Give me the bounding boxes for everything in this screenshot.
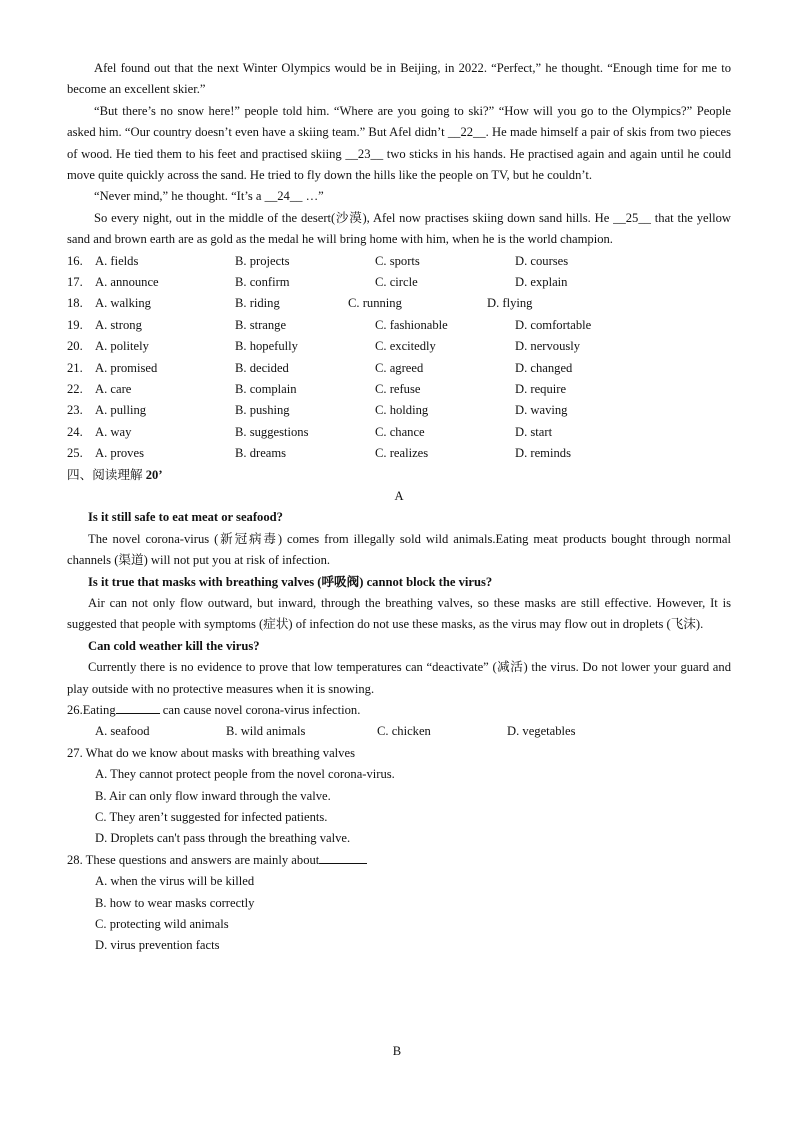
option-b: B. strange xyxy=(235,317,287,332)
option-d: D. start xyxy=(515,424,553,439)
question-number: 21. xyxy=(67,360,83,375)
option-b: B. dreams xyxy=(235,446,287,461)
answer-blank xyxy=(116,700,160,714)
option-b: B. hopefully xyxy=(235,339,298,354)
question-27-option-c: C. They aren’t suggested for infected patients. xyxy=(95,809,328,824)
option-row-18 xyxy=(67,293,731,314)
option-a: A. walking xyxy=(95,296,151,311)
faq-answer-3: Currently there is no evidence to prove that low temperatures can “deactivate” (减活) the virus. Do not lower your guard and play outside with no protective measures when it is snowing. xyxy=(67,660,731,696)
option-row-17 xyxy=(67,272,731,293)
faq-question-1: Is it still safe to eat meat or seafood? xyxy=(88,510,283,525)
option-a: A. way xyxy=(95,424,132,439)
question-27-option-b: B. Air can only flow inward through the valve. xyxy=(95,788,331,803)
question-28-stem xyxy=(67,850,731,871)
question-27-stem: 27. What do we know about masks with breathing valves xyxy=(67,745,355,760)
option-b: B. wild animals xyxy=(226,724,306,739)
question-28-option-c: C. protecting wild animals xyxy=(95,916,229,931)
question-number: 20. xyxy=(67,339,83,354)
section-title: 四、阅读理解 xyxy=(67,467,143,482)
option-d: D. changed xyxy=(515,360,573,375)
section-heading xyxy=(67,465,731,486)
section-score: 20’ xyxy=(145,467,163,482)
question-28-option-d: D. virus prevention facts xyxy=(95,938,220,953)
passage-a-label: A xyxy=(394,488,404,503)
option-a: A. seafood xyxy=(95,724,150,739)
option-c: C. chicken xyxy=(377,724,431,739)
option-a: A. promised xyxy=(95,360,158,375)
question-26-stem-start: 26.Eating xyxy=(67,703,116,717)
passage-paragraph-3: “Never mind,” he thought. “It’s a __24__ …” xyxy=(94,189,324,204)
option-a: A. fields xyxy=(95,253,139,268)
option-b: B. confirm xyxy=(235,275,290,290)
question-number: 22. xyxy=(67,382,83,396)
option-a: A. politely xyxy=(95,339,149,354)
option-a: A. pulling xyxy=(95,403,147,418)
option-d: D. waving xyxy=(515,403,568,418)
option-b: B. suggestions xyxy=(235,424,309,439)
option-c: C. chance xyxy=(375,424,425,439)
question-26-stem-end: can cause novel corona-virus infection. xyxy=(159,703,361,717)
question-28-option-b: B. how to wear masks correctly xyxy=(95,895,255,910)
option-d: D. explain xyxy=(515,275,568,290)
option-a: A. proves xyxy=(95,446,144,461)
question-number: 19. xyxy=(67,317,83,332)
question-number: 17. xyxy=(67,275,83,290)
option-c: C. holding xyxy=(375,403,429,418)
option-row-16 xyxy=(67,251,731,272)
question-number: 16. xyxy=(67,253,83,268)
option-d: D. reminds xyxy=(515,446,571,461)
faq-answer-1: The novel corona-virus (新冠病毒) comes from illegally sold wild animals.Eating meat products bought through normal channels (渠道) will not put you at risk of infection. xyxy=(67,531,731,568)
question-27-option-a: A. They cannot protect people from the novel corona-virus. xyxy=(95,767,395,782)
option-b: B. projects xyxy=(235,253,290,268)
option-d: D. vegetables xyxy=(507,724,576,739)
option-c: C. refuse xyxy=(375,382,421,396)
option-row-19 xyxy=(67,315,731,336)
option-c: C. fashionable xyxy=(375,317,448,332)
option-a: A. announce xyxy=(95,275,159,290)
passage-paragraph-4: So every night, out in the middle of the desert(沙漠), Afel now practises skiing down sand hills. He __25__ that the yellow sand and brown earth are as gold as the medal he will bring home with him, when he is the world champion. xyxy=(67,210,731,247)
option-c: C. realizes xyxy=(375,446,429,461)
option-c: C. sports xyxy=(375,253,420,268)
exam-page xyxy=(67,58,731,957)
option-row-25 xyxy=(67,443,731,464)
option-c: C. excitedly xyxy=(375,339,436,354)
question-27-option-d: D. Droplets can't pass through the breathing valve. xyxy=(95,831,351,846)
faq-answer-2: Air can not only flow outward, but inward, through the breathing valves, so these masks are still effective. However, It is suggested that people with symptoms (症状) of infection do not use these masks, as the virus may flow out in droplets (飞沫). xyxy=(67,595,731,632)
passage-paragraph-2: “But there’s no snow here!” people told him. “Where are you going to ski?” “How will you go to the Olympics?” People asked him. “Our country doesn’t even have a skiing team.” But Afel didn’t __22__. He made himself a pair of skis from two pieces of wood. He tied them to his feet and practised skiing __23__ two sticks in his hands. He practised again and again until he could move quite quickly across the sand. He tried to fly down the hills like the people on TV, but he couldn’t. xyxy=(67,103,731,183)
option-b: B. riding xyxy=(235,296,280,311)
passage-b-label: B xyxy=(392,1044,402,1058)
option-d: D. require xyxy=(515,382,567,396)
option-b: B. complain xyxy=(235,382,297,396)
question-26-stem xyxy=(67,700,731,721)
option-c: C. agreed xyxy=(375,360,424,375)
cloze-options-list xyxy=(67,251,731,465)
question-number: 25. xyxy=(67,446,83,461)
question-28-option-a: A. when the virus will be killed xyxy=(95,874,255,889)
option-a: A. care xyxy=(95,382,132,396)
option-b: B. pushing xyxy=(235,403,290,418)
option-c: C. running xyxy=(348,296,402,311)
option-row-24 xyxy=(67,422,731,443)
option-a: A. strong xyxy=(95,317,142,332)
question-number: 23. xyxy=(67,403,83,418)
option-d: D. nervously xyxy=(515,339,581,354)
option-b: B. decided xyxy=(235,360,289,375)
question-number: 18. xyxy=(67,296,83,311)
option-row-22 xyxy=(67,379,731,400)
option-d: D. flying xyxy=(487,296,533,311)
option-d: D. courses xyxy=(515,253,569,268)
option-row-23 xyxy=(67,400,731,421)
option-row-21 xyxy=(67,358,731,379)
faq-question-3: Can cold weather kill the virus? xyxy=(88,638,260,653)
question-26-options xyxy=(67,721,731,742)
option-d: D. comfortable xyxy=(515,317,592,332)
question-28-stem-text: 28. These questions and answers are mainly about xyxy=(67,852,320,867)
passage-paragraph-1: Afel found out that the next Winter Olympics would be in Beijing, in 2022. “Perfect,” he thought. “Enough time for me to become an excellent skier.” xyxy=(67,61,731,97)
option-row-20 xyxy=(67,336,731,357)
option-c: C. circle xyxy=(375,275,418,290)
answer-blank xyxy=(319,850,367,864)
question-number: 24. xyxy=(67,424,83,439)
faq-question-2: Is it true that masks with breathing valves (呼吸阀) cannot block the virus? xyxy=(88,574,493,589)
